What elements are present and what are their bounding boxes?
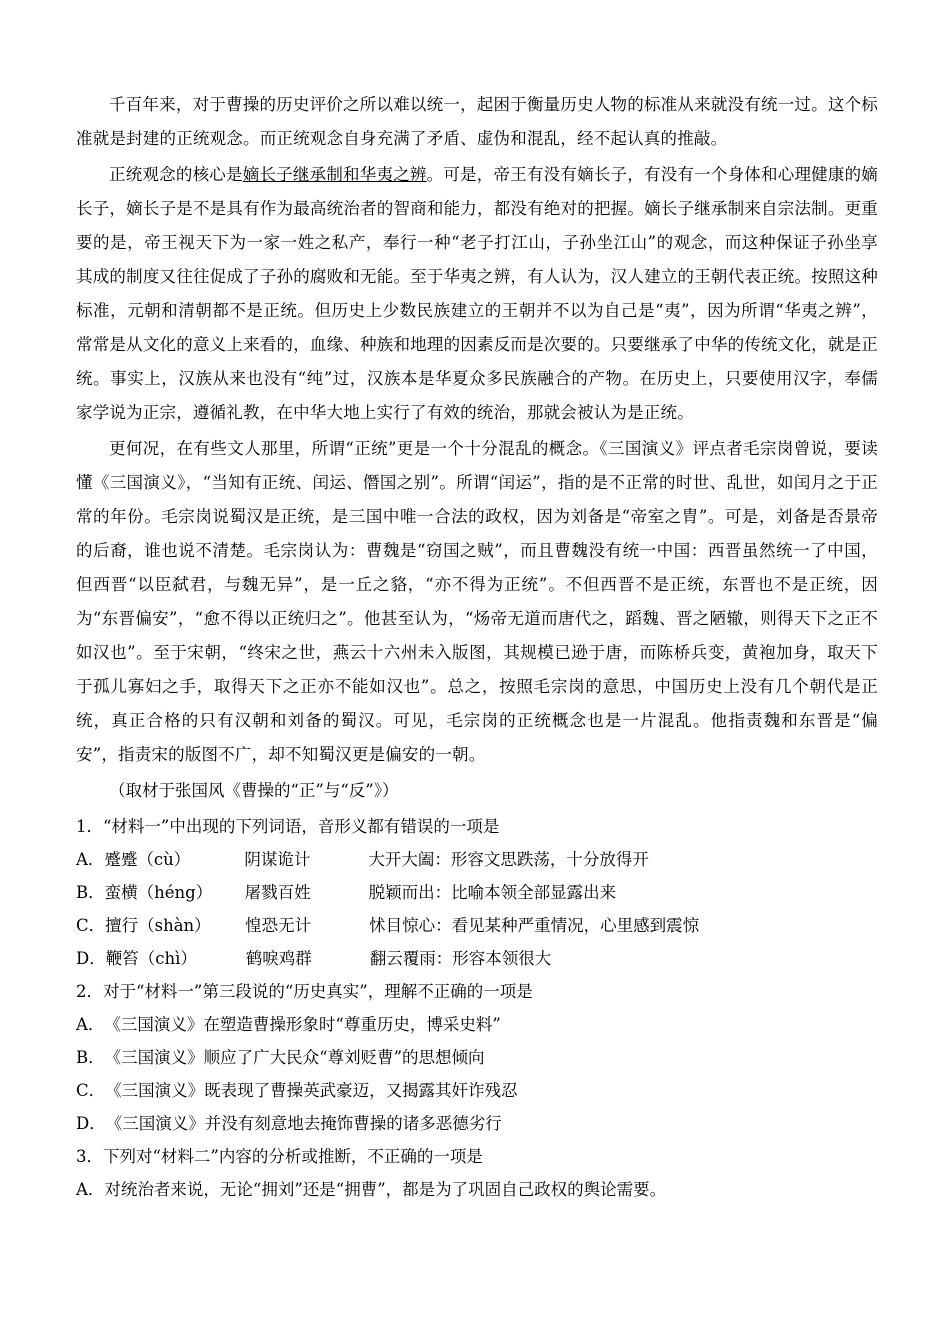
question-2-option-b[interactable]	[76, 1041, 878, 1074]
option-label: D．	[76, 948, 106, 968]
option-col2: 惶恐无计	[245, 915, 312, 935]
option-col2: 阴谋诡计	[244, 849, 311, 869]
question-1-text: “材料一”中出现的下列词语，音形义都有错误的一项是	[103, 816, 500, 836]
question-2-option-a[interactable]	[76, 1008, 878, 1041]
question-3-stem	[76, 1140, 878, 1173]
option-col3: 《三国演义》并没有刻意地去掩饰曹操的诸多恶德劣行	[105, 1113, 502, 1133]
option-label: D．	[76, 1113, 106, 1133]
option-col1: 蛮横（héng）	[104, 882, 213, 902]
question-1-option-a[interactable]	[76, 843, 878, 876]
question-2-option-d[interactable]	[76, 1107, 878, 1140]
option-label: C．	[76, 1080, 106, 1100]
option-col3: 大开大阖：形容文思跌荡，十分放得开	[368, 849, 649, 869]
option-col3: 对统治者来说，无论“拥刘”还是“拥曹”，都是为了巩固自己政权的舆论需要。	[104, 1179, 667, 1199]
question-2-option-c[interactable]	[76, 1074, 878, 1107]
question-2-text: 对于“材料一”第三段说的“历史真实”，理解不正确的一项是	[103, 981, 533, 1001]
question-1-number: 1．	[76, 816, 103, 836]
question-1-stem	[76, 810, 878, 843]
paragraph-2	[76, 158, 878, 430]
option-label: A．	[76, 849, 105, 869]
paragraph-2-post: 。可是，帝王有没有嫡长子，有没有一个身体和心理健康的嫡长子，嫡长子是不是具有作为最高统治者的智商和能力，都没有绝对的把握。嫡长子继承制来自宗法制。更重要的是，帝王视天下为一家一姓之私产，奉行一种“老子打江山，子孙坐江山”的观念，而这种保证子孙坐享其成的制度又往往促成了子孙的腐败和无能。至于华夷之辨，有人认为，汉人建立的王朝代表正统。按照这种标准，元朝和清朝都不是正统。但历史上少数民族建立的王朝并不以为自己是“夷”，因为所谓“华夷之辨”，常常是从文化的意义上来看的，血缘、种族和地理的因素反而是次要的。只要继承了中华的传统文化，就是正统。事实上，汉族从来也没有“纯”过，汉族本是华夏众多民族融合的产物。在历史上，只要使用汉字，奉儒家学说为正宗，遵循礼教，在中华大地上实行了有效的统治，那就会被认为是正统。	[76, 164, 879, 422]
question-3-number: 3．	[76, 1146, 103, 1166]
option-col3: 《三国演义》顺应了广大民众“尊刘贬曹”的思想倾向	[104, 1047, 485, 1067]
option-label: A．	[76, 1179, 105, 1199]
option-col3: 《三国演义》在塑造曹操形象时“尊重历史，博采史料”	[104, 1014, 501, 1034]
option-col1: 蹙蹙（cù）	[104, 849, 191, 869]
option-label: C．	[76, 915, 106, 935]
question-1-option-d[interactable]	[76, 942, 878, 975]
question-1-option-c[interactable]	[76, 909, 878, 942]
source-attribution: （取材于张国风《曹操的“正”与“反”》）	[109, 780, 399, 800]
paragraph-2-underlined: 嫡长子继承制和华夷之辨	[242, 164, 427, 184]
option-col2: 屠戮百姓	[244, 882, 311, 902]
question-2-stem	[76, 975, 878, 1008]
paragraph-2-pre: 正统观念的核心是	[109, 164, 243, 184]
option-col3: 怵目惊心：看见某种严重情况，心里感到震惊	[369, 915, 700, 935]
option-label: A．	[76, 1014, 105, 1034]
option-col3: 翻云覆雨：形容本领很大	[369, 948, 552, 968]
question-3-text: 下列对“材料二”内容的分析或推断，不正确的一项是	[103, 1146, 483, 1166]
paragraph-1: 千百年来，对于曹操的历史评价之所以难以统一，起困于衡量历史人物的标准从来就没有统一过。这个标准就是封建的正统观念。而正统观念自身充满了矛盾、虚伪和混乱，经不起认真的推敲。	[76, 95, 878, 148]
question-2-number: 2．	[76, 981, 103, 1001]
option-col3: 脱颖而出：比喻本领全部显露出来	[368, 882, 617, 902]
option-label: B．	[76, 1047, 105, 1067]
question-1-option-b[interactable]	[76, 876, 878, 909]
question-3-option-a[interactable]	[76, 1173, 878, 1206]
option-label: B．	[76, 882, 105, 902]
option-col1: 鞭笞（chì）	[105, 948, 197, 968]
paragraph-3: 更何况，在有些文人那里，所谓“正统”更是一个十分混乱的概念。《三国演义》评点者毛宗岗曾说，要读懂《三国演义》，“当知有正统、闰运、僭国之别”。所谓“闰运”，指的是不正常的时世、乱世，如闰月之于正常的年份。毛宗岗说蜀汉是正统，是三国中唯一合法的政权，因为刘备是“帝室之胄”。可是，刘备是否景帝的后裔，谁也说不清楚。毛宗岗认为：曹魏是“窃国之贼”，而且曹魏没有统一中国：西晋虽然统一了中国，但西晋“以臣弑君，与魏无异”，是一丘之貉，“亦不得为正统”。不但西晋不是正统，东晋也不是正统，因为“东晋偏安”，“愈不得以正统归之”。他甚至认为，“炀帝无道而唐代之，蹈魏、晋之陋辙，则得天下之正不如汉也”。至于宋朝，“终宋之世，燕云十六州未入版图，其规模已逊于唐，而陈桥兵变，黄袍加身，取天下于孤儿寡妇之手，取得天下之正亦不能如汉也”。总之，按照毛宗岗的意思，中国历史上没有几个朝代是正统，真正合格的只有汉朝和刘备的蜀汉。可见，毛宗岗的正统概念也是一片混乱。他指责魏和东晋是“偏安”，指责宋的版图不广，却不知蜀汉更是偏安的一朝。	[76, 438, 878, 764]
option-col2: 鹤唳鸡群	[245, 948, 312, 968]
option-col1: 擅行（shàn）	[105, 915, 211, 935]
option-col3: 《三国演义》既表现了曹操英武豪迈，又揭露其奸诈残忍	[105, 1080, 518, 1100]
